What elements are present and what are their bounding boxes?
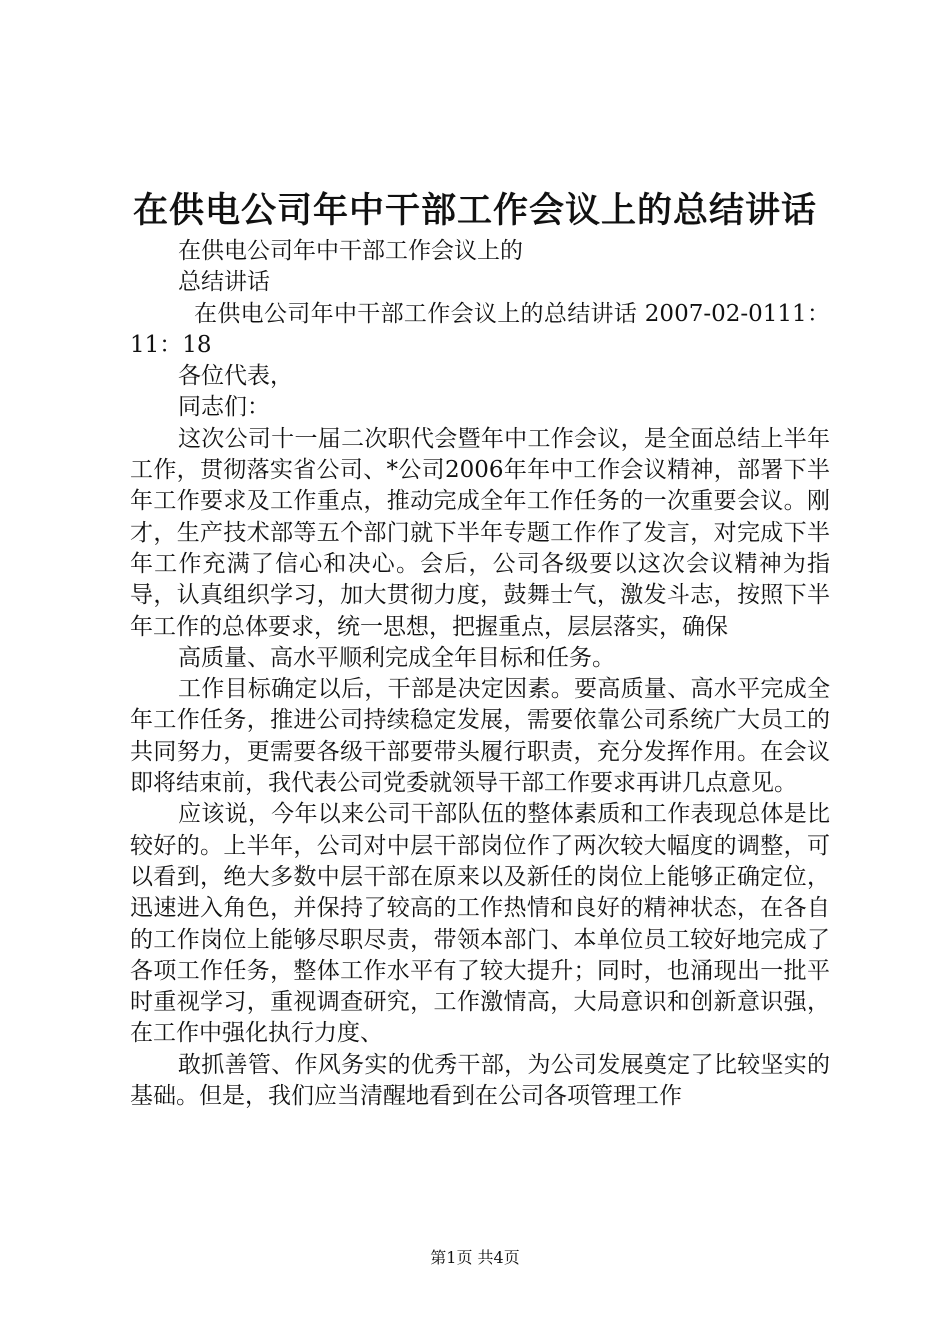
paragraph: 应该说，今年以来公司干部队伍的整体素质和工作表现总体是比较好的。上半年，公司对中层干部岗位作了两次较大幅度的调整，可以看到，绝大多数中层干部在原来以及新任的岗位上能够正确定位，迅速进入角色，并保持了较高的工作热情和良好的精神状态，在各自的工作岗位上能够尽职尽责，带领本部门、本单位员工较好地完成了各项工作任务，整体工作水平有了较大提升；同时，也涌现出一批平时重视学习，重视调查研究，工作激情高，大局意识和创新意识强，在工作中强化执行力度、 bbox=[130, 801, 830, 1047]
paragraph: 高质量、高水平顺利完成全年目标和任务。 bbox=[178, 644, 615, 671]
paragraph: 工作目标确定以后，干部是决定因素。要高质量、高水平完成全年工作任务，推进公司持续稳定发展，需要依靠公司系统广大员工的共同努力，更需要各级干部要带头履行职责，充分发挥作用。在会议即将结束前，我代表公司党委就领导干部工作要求再讲几点意见。 bbox=[130, 676, 830, 797]
document-body bbox=[130, 236, 830, 1112]
document-title: 在供电公司年中干部工作会议上的总结讲话 bbox=[132, 191, 817, 231]
salutation-comrades: 同志们： bbox=[178, 394, 270, 421]
subtitle-line-2: 总结讲话 bbox=[178, 269, 270, 296]
paragraph: 敢抓善管、作风务实的优秀干部，为公司发展奠定了比较坚实的基础。但是，我们应当清醒地看到在公司各项管理工作 bbox=[130, 1051, 830, 1110]
paragraph: 这次公司十一届二次职代会暨年中工作会议，是全面总结上半年工作，贯彻落实省公司、*公司2006年年中工作会议精神，部署下半年工作要求及工作重点，推动完成全年工作任务的一次重要会议。刚才，生产技术部等五个部门就下半年专题工作作了发言，对完成下半年工作充满了信心和决心。会后，公司各级要以这次会议精神为指导，认真组织学习，加大贯彻力度，鼓舞士气，激发斗志，按照下半年工作的总体要求，统一思想，把握重点，层层落实，确保 bbox=[130, 425, 830, 640]
subtitle-line-1: 在供电公司年中干部工作会议上的 bbox=[178, 238, 523, 264]
dateline: 在供电公司年中干部工作会议上的总结讲话 2007-02-0111：11：18 bbox=[130, 300, 830, 358]
salutation-representatives: 各位代表， bbox=[178, 363, 293, 390]
page-footer: 第1页 共4页 bbox=[430, 1248, 520, 1267]
